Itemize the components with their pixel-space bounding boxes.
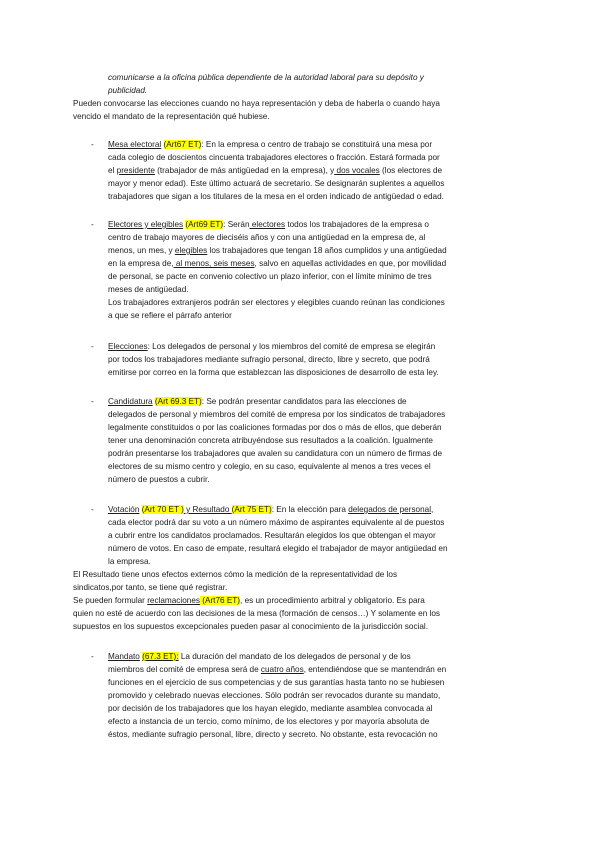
article-reference: (Art 70 ET ) (141, 505, 184, 514)
bullet-line: por decisión de los trabajadores que los hayan elegido, mediante asamblea convocada al (108, 704, 433, 713)
article-reference: (Art67 ET) (163, 140, 202, 149)
underlined-term: electores (249, 220, 286, 229)
bullet-line: legalmente constituidos o por las coaliciones formadas por dos o más de ellos, que deberán (108, 423, 442, 432)
underlined-term: elegibles (174, 246, 208, 255)
intro-italic-line: comunicarse a la oficina pública dependiente de la autoridad laboral para su depósito y (108, 73, 424, 82)
bullet-line: el presidente (trabajador de más antigüedad en la empresa), y dos vocales (los electores de (108, 166, 443, 175)
intro-paragraph-line: vencido el mandato de la representación qué hubiese. (73, 112, 270, 121)
bullet-marker: - (91, 397, 94, 406)
paragraph-line: sindicatos,por tanto, se tiene qué registrar. (73, 583, 228, 592)
bullet-line: miembros del comité de empresa será de cuatro años, entendiéndose que se mantendrán en (108, 665, 447, 674)
bullet-line: cada colegio de doscientos cincuenta trabajadores electores o fracción. Estará formada por (108, 153, 440, 162)
bullet-line: Votación (Art 70 ET ) y Resultado (Art 75 ET): En la elección para delegados de personal, (108, 505, 434, 514)
article-reference: (Art 69.3 ET) (154, 397, 202, 406)
intro-italic-line: publicidad. (108, 86, 148, 95)
bullet-line: centro de trabajo mayores de dieciséis años y con una antigüedad en la empresa de, al (108, 233, 426, 242)
section-term: Elecciones (108, 342, 148, 351)
bullet-line: meses de antigüedad. (108, 285, 189, 294)
paragraph-line: quien no esté de acuerdo con las decisiones de la mesa (formación de censos…) Y solamente en los (73, 609, 440, 618)
bullet-line: trabajadores que sigan a los titulares de la mesa en el orden indicado de antigüedad o edad. (108, 192, 444, 201)
article-reference: (67.3 ET): (142, 652, 179, 661)
bullet-marker: - (91, 652, 94, 661)
paragraph-line: Se pueden formular reclamaciones (Art76 ET), es un procedimiento arbitral y obligatorio. Es para (73, 596, 425, 605)
section-term: Candidatura (108, 397, 153, 406)
bullet-line: efecto a instancia de un tercio, como mínimo, de los electores y por mayoría absoluta de (108, 717, 430, 726)
bullet-marker: - (91, 140, 94, 149)
underlined-term: cuatro años (260, 665, 304, 674)
bullet-line: cada elector podrá dar su voto a un número máximo de aspirantes equivalente al de puestos (108, 518, 445, 527)
bullet-line: Mesa electoral (Art67 ET): En la empresa o centro de trabajo se constituirá una mesa por (108, 140, 433, 149)
bullet-line: Elecciones: Los delegados de personal y los miembros del comité de empresa se elegirán (108, 342, 436, 351)
bullet-line: podrán presentarse los trabajadores que avalen su candidatura con un número de firmas de (108, 449, 443, 458)
paragraph-line: supuestos en los supuestos excepcionales pueden pasar al conocimiento de la jurisdicción social. (73, 622, 429, 631)
underlined-term: presidente (116, 166, 155, 175)
bullet-line: Candidatura (Art 69.3 ET): Se podrán presentar candidatos para las elecciones de (108, 397, 407, 406)
bullet-line: funciones en el ejercicio de sus competencias y de sus garantías hasta tanto no se hubiesen (108, 678, 445, 687)
bullet-line: tener una denominación concreta atribuyéndose sus resultados a la coalición. Igualmente (108, 436, 433, 445)
intro-paragraph-line: Pueden convocarse las elecciones cuando no haya representación y deba de haberla o cuando haya (73, 99, 440, 108)
article-reference: (Art76 ET) (199, 596, 241, 605)
bullet-line: de personal, se pacte en convenio colectivo un plazo inferior, con el límite mínimo de tres (108, 272, 432, 281)
underlined-term: al menos, seis meses (173, 259, 255, 268)
underlined-term: delegados de personal (348, 505, 432, 514)
bullet-line: promovido y celebrado nuevas elecciones. Sólo podrán ser revocados durante su mandato, (108, 691, 441, 700)
bullet-line: número de votos. En caso de empate, resultará elegido el trabajador de mayor antigüedad en (108, 544, 448, 553)
paragraph-line: El Resultado tiene unos efectos externos cómo la medición de la representatividad de los (73, 570, 398, 579)
bullet-line: número de puestos a cubrir. (108, 475, 210, 484)
bullet-line: éstos, mediante sufragio personal, libre, directo y secreto. No obstante, esta revocación no (108, 730, 438, 739)
bullet-marker: - (91, 342, 94, 351)
bullet-line: Los trabajadores extranjeros podrán ser electores y elegibles cuando reúnan las condiciones (108, 298, 445, 307)
underlined-term: reclamaciones (147, 596, 200, 605)
bullet-line: emitirse por correo en la forma que establezcan las disposiciones de desarrollo de esta ley. (108, 368, 439, 377)
article-reference: (Art 75 ET) (231, 505, 272, 514)
bullet-line: Mandato (67.3 ET): La duración del mandato de los delegados de personal y de los (108, 652, 411, 661)
bullet-line: menos, un mes, y elegibles los trabajadores que tengan 18 años cumplidos y una antigüedad (108, 246, 447, 255)
bullet-line: la empresa. (108, 557, 151, 566)
bullet-line: en la empresa de, al menos, seis meses, salvo en aquellas actividades en que, por movilidad (108, 259, 447, 268)
bullet-marker: - (91, 505, 94, 514)
bullet-line: por todos los trabajadores mediante sufragio personal, directo, libre y secreto, que podrá (108, 355, 430, 364)
bullet-marker: - (91, 220, 94, 229)
section-term: Mandato (108, 652, 140, 661)
section-term: Electores y elegibles (108, 220, 184, 229)
bullet-line: a que se refiere el párrafo anterior (108, 311, 232, 320)
section-term: Votación (108, 505, 140, 514)
bullet-line: a cubrir entre los candidatos proclamados. Resultarán elegidos los que obtengan el mayor (108, 531, 436, 540)
section-term: Mesa electoral (108, 140, 162, 149)
underlined-term: dos vocales (334, 166, 380, 175)
bullet-line: delegados de personal y miembros del comité de empresa por los sindicatos de trabajadores (108, 410, 446, 419)
bullet-line: electores de su mismo centro y colegio, en su caso, equivalente al menos a tres veces el (108, 462, 431, 471)
bullet-line: mayor y menor edad). Este último actuará de secretario. Se designarán suplentes a aquellos (108, 179, 445, 188)
bullet-line: Electores y elegibles (Art69 ET): Serán electores todos los trabajadores de la empresa o (108, 220, 429, 229)
article-reference: (Art69 ET) (185, 220, 224, 229)
